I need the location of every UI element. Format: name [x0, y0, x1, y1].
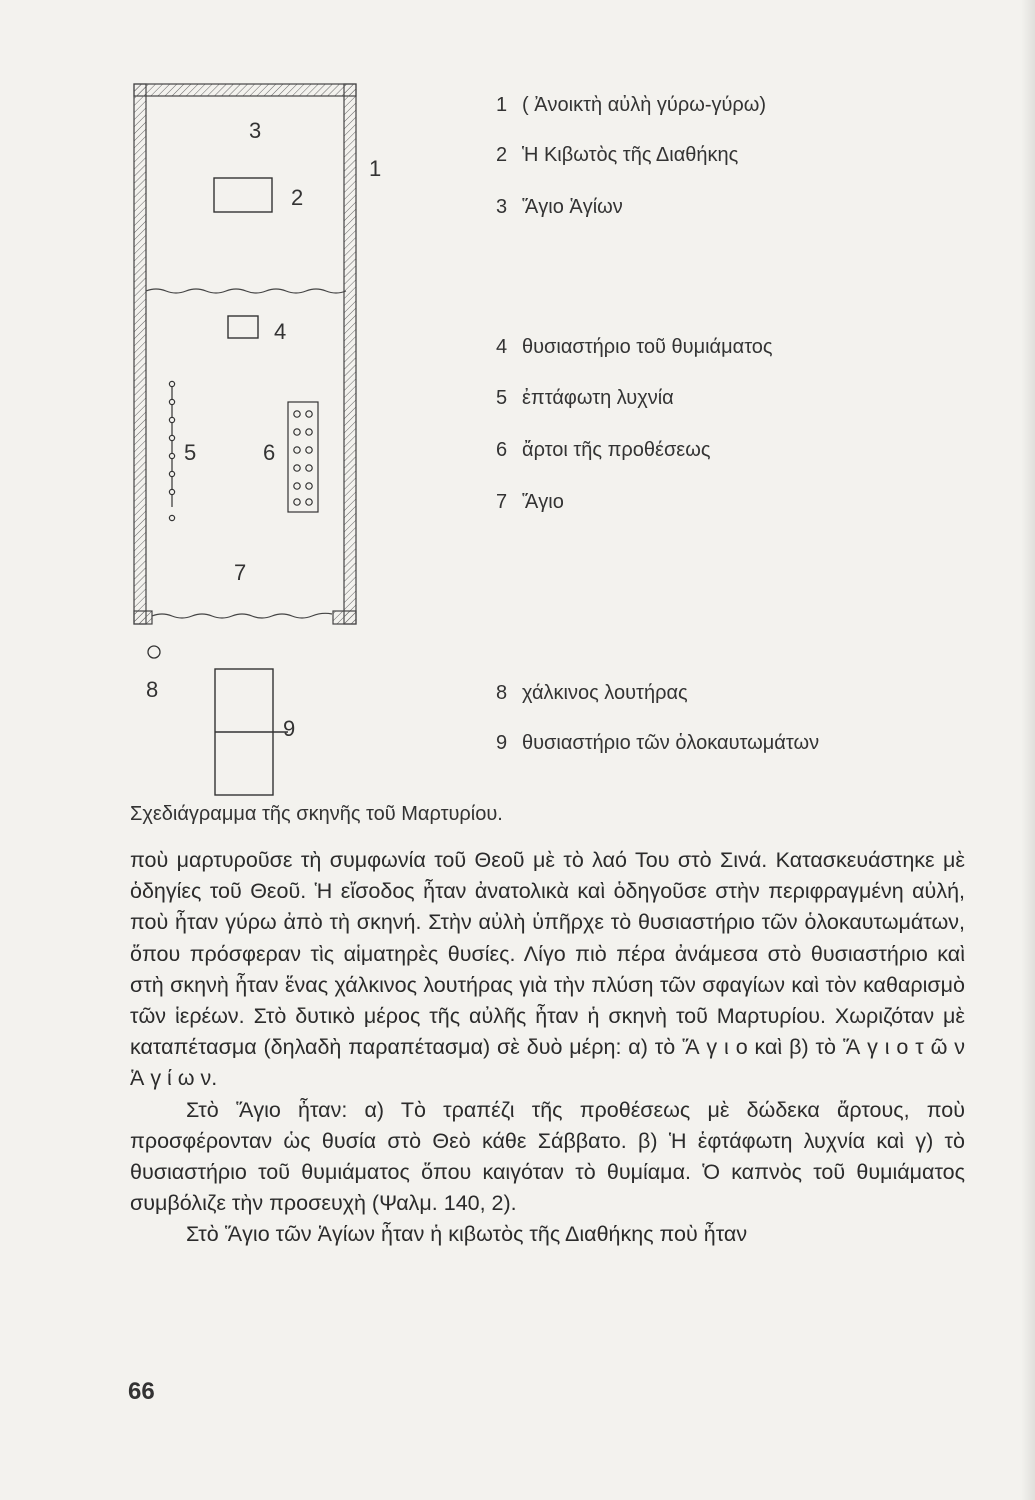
figure-caption: Σχεδιάγραμμα τῆς σκηνῆς τοῦ Μαρτυρίου.	[130, 803, 503, 825]
laver-shape	[148, 646, 160, 658]
legend-item: 4 θυσιαστήριο τοῦ θυμιάματος	[496, 336, 773, 358]
body-text	[130, 845, 965, 1251]
legend-item: 7 Ἅγιο	[496, 491, 564, 513]
ark-shape	[214, 178, 272, 212]
tabernacle-plan-drawing	[128, 76, 368, 816]
burnt-offering-altar-shape	[215, 669, 288, 795]
legend-item: 1 ( Ἀνοικτὴ αὐλὴ γύρω-γύρω)	[496, 94, 767, 116]
legend-item: 8 χάλκινος λουτήρας	[496, 682, 688, 704]
diagram-label-9: 9	[283, 716, 296, 741]
diagram-label-5: 5	[184, 440, 197, 465]
diagram-label-8: 8	[146, 677, 159, 702]
legend-item: 5 ἐπτάφωτη λυχνία	[496, 387, 674, 409]
legend-item: 3 Ἅγιο Ἁγίων	[496, 196, 623, 218]
legend-item: 6 ἄρτοι τῆς προθέσεως	[496, 439, 711, 461]
diagram-label-7: 7	[234, 560, 247, 585]
paragraph: Στὸ Ἅγιο τῶν Ἁγίων ἦταν ἡ κιβωτὸς τῆς Διαθήκης ποὺ ἦταν	[186, 1222, 748, 1247]
diagram-label-6: 6	[263, 440, 276, 465]
diagram-label-2: 2	[291, 185, 304, 210]
gate-post-left	[134, 611, 152, 624]
diagram-label-4: 4	[274, 319, 287, 344]
wall-right	[344, 84, 356, 624]
tabernacle-diagram	[128, 76, 382, 816]
veil-line	[146, 289, 346, 293]
paragraph: Στὸ Ἅγιο ἦταν: α) Τὸ τραπέζι τῆς προθέσεως μὲ δώδεκα ἄρτους, ποὺ προσφέρονταν ὡς θυσία στὸ Θεὸ κάθε Σάββατο. β) Ἡ ἑφτάφωτη λυχνία καὶ γ) τὸ θυσιαστήριο τοῦ θυμιάματος ὅπου καιγόταν τὸ θυμίαμα. Ὁ καπνὸς τοῦ θυμιάματος συμβόλιζε τὴν προσευχὴ (Ψαλμ. 140, 2).	[130, 1097, 965, 1216]
wall-left	[134, 84, 146, 624]
gate-post-right	[333, 611, 356, 624]
incense-altar-shape	[228, 316, 258, 338]
showbread-table-shape	[288, 402, 318, 512]
paragraph: ποὺ μαρτυροῦσε τὴ συμφωνία τοῦ Θεοῦ μὲ τὸ λαό Του στὸ Σινά. Κατασκευάστηκε μὲ ὁδηγίες τοῦ Θεοῦ. Ἡ εἴσοδος ἦταν ἀνατολικὰ καὶ ὁδηγοῦσε στὴν περιφραγμένη αὐλή, ποὺ ἦταν γύρω ἀπὸ τὴ σκηνή. Στὴν αὐλὴ ὑπῆρχε τὸ θυσιαστήριο τῶν ὁλοκαυτωμάτων, ὅπου πρόσφεραν τὶς αἱματηρὲς θυσίες. Λίγο πιὸ πέρα ἀνάμεσα στὸ θυσιαστήριο καὶ στὴ σκηνὴ ἦταν ἕνας χάλκινος λουτήρας γιὰ τὴν πλύση τῶν σφαγίων καὶ τὸν καθαρισμὸ τῶν ἱερέων. Στὸ δυτικὸ μέρος τῆς αὐλῆς ἦταν ἡ σκηνὴ τοῦ Μαρτυρίου. Χωριζόταν μὲ καταπέτασμα (δηλαδὴ παραπέτασμα) σὲ δυὸ μέρη: α) τὸ Ἅ γ ι ο καὶ β) τὸ Ἅ γ ι ο τ ῶ ν Ἁ γ ί ω ν.	[130, 848, 965, 1091]
page-number: 66	[128, 1378, 155, 1405]
lampstand-shape	[169, 381, 174, 520]
wall-top	[134, 84, 356, 96]
entrance-curtain-line	[152, 613, 332, 618]
diagram-label-3: 3	[249, 118, 262, 143]
legend-item: 9 θυσιαστήριο τῶν ὁλοκαυτωμάτων	[496, 732, 820, 754]
legend-item: 2 Ἡ Κιβωτὸς τῆς Διαθήκης	[496, 144, 739, 166]
diagram-label-1: 1	[369, 156, 382, 181]
page-edge-shadow	[1021, 0, 1035, 1500]
